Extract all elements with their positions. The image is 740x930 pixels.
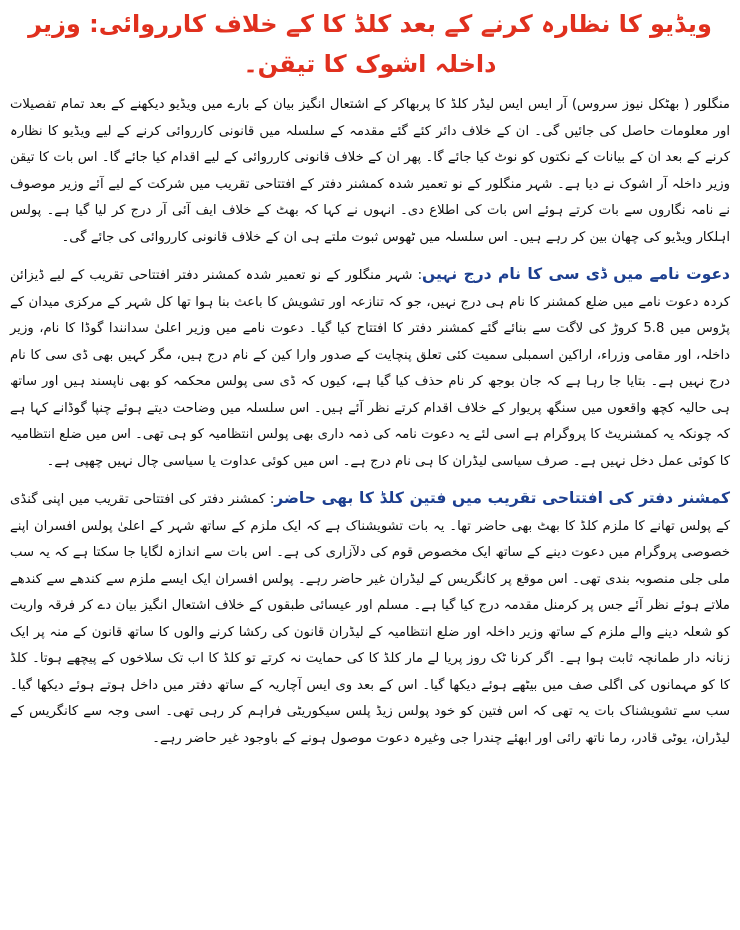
- section-body-inauguration: کمشنر دفتر کی افتتاحی تقریب میں اپنی گنڈی کے پولس تھانے کا ملزم کلڈ کا بھٹ بھی حاضر تھا۔ یہ بات تشویشناک ہے کہ ایک ملزم کے ساتھ شہر کے اعلیٰ پولس افسران اپنے خصوصی پروگرام میں دعوت دینے کے ساتھ ایک مخصوص قوم کی دلآزاری کی ہے۔ اس بات سے اندازہ لگایا جا سکتا ہے کہ یہ سب ملی جلی منصوبہ بندی تھی۔ اس موقع پر کانگریس کے لیڈران غیر حاضر رہے۔ پولس افسران ایک ایسے ملزم سے کندھے سے کندھے ملاتے ہوئے نظر آئے جس پر کرمنل مقدمہ درج کیا گیا ہے۔ مسلم اور عیسائی طبقوں کے خلاف اشتعال انگیز بیان دے کر فرقہ واریت کو شعلہ دینے والے ملزم کے ساتھ وزیر داخلہ اور ضلع انتظامیہ کے لیڈران قانون کی رکشا کرنے والوں کا ساتھ قانون کے منہ پر ایک زنانہ دار طمانچہ ثابت ہوا ہے۔ اگر کرنا ٹک روز پریا لے مار کلڈ کا کی حمایت نہ کرتے تو کلڈ کا اب تک سلاخوں کے پیچھے ہوتا۔ کلڈ کا کو مہمانوں کی اگلی صف میں بیٹھے ہوئے دیکھا گیا۔ اس کے بعد وی ایس آچاریہ کے ساتھ دفتر میں داخل ہوتے ہوئے دیکھا گیا۔ سب سے تشویشناک بات یہ تھی کہ اس فتین کو خود پولس زیڈ پلس سیکوریٹی فراہم کر رہی تھی۔ اسی وجہ سے کانگریس کے لیڈران، یوٹی قادر، رما ناتھ رائی اور ابھئے چندرا جی وغیرہ دعوت موصول ہونے کے باوجود غیر حاضر رہے۔: [10, 492, 730, 746]
- article-section-inauguration: [10, 485, 730, 752]
- article-section-dc-name: [10, 261, 730, 475]
- heading-separator: :: [265, 492, 275, 507]
- heading-separator: :: [412, 268, 423, 283]
- article-paragraph-1: منگلور ( بھٹکل نیوز سروس) آر ایس ایس لیڈر کلڈ کا پربھاکر کے اشتعال انگیز بیان کے بارے میں ویڈیو دیکھنے کے بعد تمام تفصیلات اور معلومات حاصل کی جائیں گی۔ ان کے خلاف دائر کئے گئے مقدمہ کے سلسلہ میں قانونی کارروائی کرنے کے لیے ویڈیو کا نظارہ کرنے کے بعد ان کے بیانات کے نکتوں کو نوٹ کیا جائے گا۔ پھر ان کے خلاف قانونی کارروائی کے لیے اقدام کیا جائے گا۔ اس بات کا تیقن وزیر داخلہ آر اشوک نے دیا ہے۔ شہر منگلور کے نو تعمیر شدہ کمشنر دفتر کے افتتاحی تقریب میں شرکت کے لیے آئے وزیر موصوف نے نامہ نگاروں سے بات کرتے ہوئے اس بات کی اطلاع دی۔ انہوں نے کہا کہ بھٹ کے خلاف ایف آئی آر درج کر لیا گیا ہے۔ پولس اہلکار ویڈیو کی چھان بین کر رہے ہیں۔ اس سلسلہ میں ٹھوس ثبوت ملتے ہی ان کے خلاف قانونی کارروائی کی جائے گی۔: [10, 97, 730, 245]
- section-body-dc-name: شہر منگلور کے نو تعمیر شدہ کمشنر دفتر افتتاحی تقریب کے لیے ڈیزائن کردہ دعوت نامے میں ضلع کمشنر کا نام ہی درج نہیں، جو کہ تنازعہ اور تشویش کا باعث بنا ہوا تھا کل شہر کے مرکزی میدان کے پڑوس میں 5.8 کروڑ کی لاگت سے بنائے گئے کمشنر دفتر کا افتتاح کیا گیا۔ دعوت نامے میں وزیر اعلیٰ سدانندا گوڈا کا نام، وزیر داخلہ، اور مقامی وزراء، اراکین اسمبلی سمیت کئی تعلق پنچایت کے صدور وارا کین کے نام درج ہیں، مگر کہیں بھی ڈی سی کا نام درج نہیں ہے۔ بتایا جا رہا ہے کہ جان بوجھ کر نام حذف کیا گیا ہے، کیوں کہ ڈی سی پولس محکمہ کو بھی ناپسند ہیں اور ساتھ ہی حالیہ کچھ واقعوں میں سنگھ پریوار کے خلاف اقدام کرتے نظر آئے ہیں۔ اس سلسلہ میں وضاحت دیتے ہوئے چنپا گوڈانے کہا ہے کہ چونکہ یہ کمشنریٹ کا پروگرام ہے اسی لئے یہ دعوت نامہ کی ذمہ داری بھی پولس انتظامیہ کو ہی تھی۔ اس میں ضلع انتظامیہ کا کوئی عمل دخل نہیں ہے۔ صرف سیاسی لیڈران کا ہی نام درج ہے۔ اس میں کوئی عداوت یا سیاسی چال نہیں چھپی ہے۔: [10, 268, 730, 469]
- article-headline: ویڈیو کا نظارہ کرنے کے بعد کلڈ کا کے خلاف کارروائی: وزیر داخلہ اشوک کا تیقن۔: [28, 10, 712, 78]
- section-heading-dc-name: دعوت نامے میں ڈی سی کا نام درج نہیں: [422, 265, 730, 283]
- section-heading-inauguration: کمشنر دفتر کی افتتاحی تقریب میں فتین کلڈ کا بھی حاضر: [274, 489, 730, 507]
- news-article: [10, 4, 730, 926]
